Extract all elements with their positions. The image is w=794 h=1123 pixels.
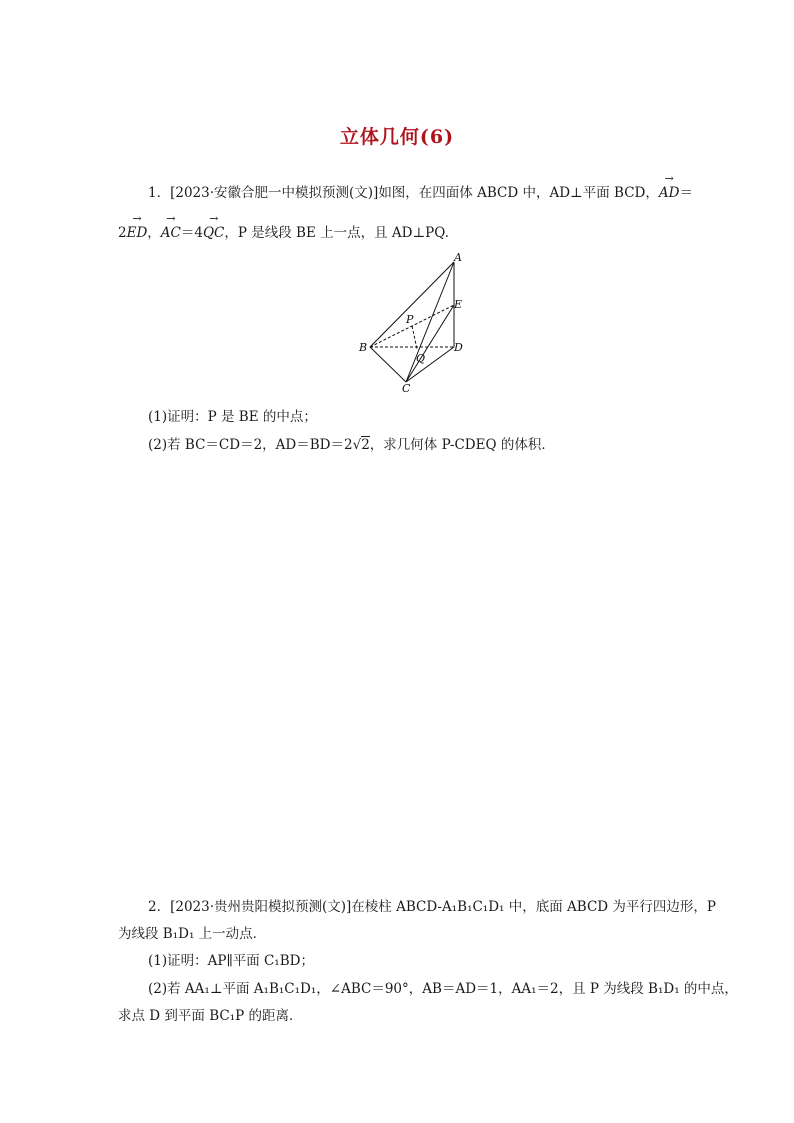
problem2-part2: (2)若 AA₁⊥平面 A₁B₁C₁D₁，∠ABC＝90°，AB＝AD＝1，AA₁＝2，且 P 为线段 B₁D₁ 的中点， <box>148 981 738 997</box>
problem2-line2: 为线段 B₁D₁ 上一动点． <box>118 926 267 942</box>
problem1-number: 1． <box>148 185 171 201</box>
vector-qc: → QC <box>203 225 224 241</box>
problem2-stem: 在棱柱 ABCD-A₁B₁C₁D₁ 中，底面 ABCD 为平行四边形，P <box>351 899 716 915</box>
separator: ， <box>147 225 161 241</box>
edge-ab <box>370 262 454 347</box>
label-b: B <box>359 341 368 354</box>
problem1-part2-a: (2)若 BC＝CD＝2，AD＝BD＝2 <box>148 437 353 453</box>
label-q: Q <box>416 352 426 365</box>
equals-4: ＝4 <box>180 225 203 241</box>
edge-bc <box>370 347 406 382</box>
label-a: A <box>454 251 462 264</box>
sqrt-radicand: 2 <box>361 437 370 453</box>
vector-ed: → ED <box>127 225 148 241</box>
problem1-source: [2023·安徽合肥一中模拟预测(文)] <box>170 185 379 201</box>
problem1-line1 <box>148 181 693 201</box>
problem1-line2 <box>118 221 449 241</box>
label-p: P <box>406 313 414 326</box>
problem1-part2-b: ，求几何体 P-CDEQ 的体积． <box>369 437 555 453</box>
sqrt-sign: √ <box>352 437 362 453</box>
problem2-part1: (1)证明：AP∥平面 C₁BD； <box>148 953 314 969</box>
problem1-stem-a: 如图，在四面体 ABCD 中，AD⊥平面 BCD， <box>378 185 659 201</box>
problem1-part1: (1)证明：P 是 BE 的中点； <box>148 409 317 425</box>
segment-pq <box>412 326 417 349</box>
problem1-part2 <box>148 433 555 453</box>
label-e: E <box>454 298 463 311</box>
vector-ad: → AD <box>659 185 680 201</box>
coefficient-2: 2 <box>118 225 127 241</box>
vector-ac: → AC <box>161 225 181 241</box>
problem1-stem-b: ，P 是线段 BE 上一点，且 AD⊥PQ. <box>224 225 449 241</box>
page-title: 立体几何(6) <box>339 126 455 148</box>
label-c: C <box>402 382 411 395</box>
problem2-line1 <box>148 895 716 915</box>
problem2-source: [2023·贵州贵阳模拟预测(文)] <box>170 899 352 915</box>
problem2-number: 2． <box>148 899 171 915</box>
equals-sign: ＝ <box>679 185 693 201</box>
tetrahedron-figure <box>350 250 480 400</box>
label-d: D <box>454 341 463 354</box>
problem2-part2-cont: 求点 D 到平面 BC₁P 的距离． <box>118 1008 303 1024</box>
